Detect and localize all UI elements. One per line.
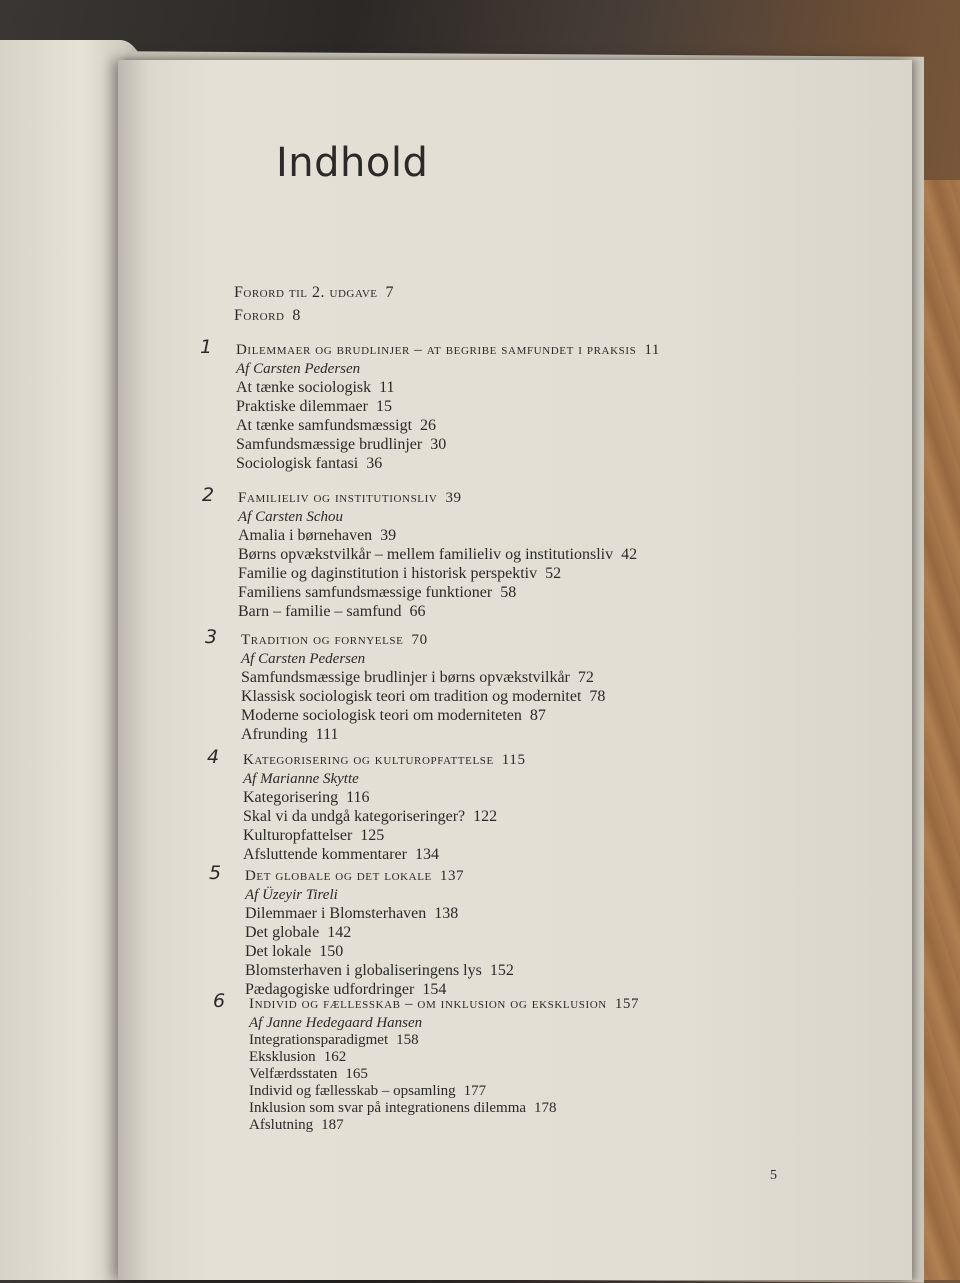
chapter-heading: [245, 866, 514, 886]
section-label: Sociologisk fantasi: [236, 455, 359, 472]
toc-section: [245, 904, 514, 923]
toc-section: [241, 706, 605, 725]
toc-chapter-6: [213, 990, 640, 1134]
section-label: At tænke sociologisk: [236, 379, 372, 396]
section-label: Afsluttende kommentarer: [243, 846, 407, 863]
chapter-page: 137: [439, 868, 465, 884]
toc-chapter-3: [205, 626, 606, 744]
toc-front-label: Forord til 2. udgave: [234, 284, 378, 301]
toc-section: [236, 397, 660, 416]
toc-front-entry-preface-2nd: [234, 284, 394, 302]
section-page: 11: [379, 379, 395, 396]
section-page: 142: [327, 924, 352, 941]
chapter-author: Af Carsten Schou: [238, 509, 343, 525]
chapter-page: 115: [501, 752, 526, 768]
section-page: 134: [414, 846, 439, 863]
section-page: 178: [534, 1100, 557, 1116]
section-label: Kulturopfattelser: [243, 827, 353, 844]
chapter-title: Dilemmaer og brudlinjer – at begribe samfundet i praksis: [236, 342, 637, 358]
chapter-author: Af Carsten Pedersen: [241, 651, 366, 667]
section-page: 87: [529, 707, 546, 724]
section-label: Pædagogiske udfordringer: [245, 981, 415, 998]
toc-section: [243, 845, 526, 864]
toc-front-label: Forord: [234, 307, 285, 324]
section-label: Individ og fællesskab – opsamling: [249, 1083, 456, 1099]
chapter-number: 1: [200, 336, 213, 358]
section-label: Afrunding: [241, 726, 308, 743]
toc-section: [249, 1117, 639, 1134]
section-page: 150: [319, 943, 344, 960]
section-label: Samfundsmæssige brudlinjer: [236, 436, 423, 453]
section-label: Skal vi da undgå kategoriseringer?: [243, 808, 466, 825]
chapter-heading: [243, 750, 526, 770]
section-label: Praktiske dilemmaer: [236, 398, 368, 415]
toc-section: [238, 526, 637, 545]
section-page: 39: [380, 527, 397, 544]
toc-section: [249, 1100, 639, 1117]
chapter-number: 6: [213, 990, 226, 1012]
chapter-page: 157: [614, 996, 640, 1012]
toc-section: [236, 378, 660, 397]
chapter-title: Kategorisering og kulturopfattelse: [243, 752, 494, 768]
toc-section: [238, 564, 637, 583]
chapter-title: Tradition og fornyelse: [241, 632, 404, 648]
toc-section: [238, 602, 637, 621]
chapter-author: Af Üzeyir Tireli: [245, 887, 338, 903]
section-label: Blomsterhaven i globaliseringens lys: [245, 962, 482, 979]
section-page: 154: [422, 981, 447, 998]
section-label: Amalia i børnehaven: [238, 527, 373, 544]
section-label: Eksklusion: [249, 1049, 316, 1065]
section-page: 66: [409, 603, 426, 620]
toc-front-page: 8: [292, 307, 301, 324]
section-page: 152: [489, 962, 514, 979]
section-label: Børns opvækstvilkår – mellem familieliv og institutionsliv: [238, 546, 614, 563]
section-label: Kategorisering: [243, 789, 339, 806]
toc-chapter-2: [202, 484, 638, 621]
chapter-author: Af Carsten Pedersen: [236, 361, 361, 377]
section-page: 125: [360, 827, 385, 844]
chapter-number: 3: [205, 626, 218, 648]
section-page: 162: [323, 1049, 347, 1065]
toc-section: [238, 545, 637, 564]
chapter-page: 11: [644, 342, 660, 358]
toc-section: [245, 923, 514, 942]
section-page: 42: [621, 546, 638, 563]
section-label: Inklusion som svar på integrationens dilemma: [249, 1100, 527, 1116]
section-label: Barn – familie – samfund: [238, 603, 402, 620]
toc-section: [245, 942, 514, 961]
chapter-title: Familieliv og institutionsliv: [238, 490, 438, 506]
toc-section: [241, 725, 605, 744]
section-page: 122: [473, 808, 498, 825]
section-label: Det globale: [245, 924, 320, 941]
section-label: Det lokale: [245, 943, 312, 960]
toc-front-entry-preface: [234, 307, 301, 325]
page-title: Indhold: [276, 140, 429, 186]
section-page: 26: [420, 417, 437, 434]
page-number: 5: [770, 1168, 777, 1183]
section-page: 158: [396, 1032, 419, 1048]
section-page: 15: [375, 398, 392, 415]
toc-section: [249, 1066, 639, 1083]
section-page: 138: [434, 905, 459, 922]
toc-section: [236, 454, 660, 473]
toc-section: [249, 1032, 639, 1049]
section-page: 58: [500, 584, 517, 601]
section-label: Moderne sociologisk teori om moderniteten: [241, 707, 522, 724]
chapter-number: 2: [202, 484, 215, 506]
chapter-number: 5: [209, 862, 222, 884]
toc-chapter-1: [200, 336, 660, 473]
toc-section: [243, 826, 526, 845]
section-label: Integrationsparadigmet: [249, 1032, 389, 1048]
section-page: 177: [463, 1083, 487, 1099]
toc-section: [238, 583, 637, 602]
chapter-title: Individ og fællesskab – om inklusion og eksklusion: [249, 996, 607, 1012]
chapter-heading: [241, 630, 605, 650]
section-page: 111: [315, 726, 339, 743]
section-label: Familiens samfundsmæssige funktioner: [238, 584, 493, 601]
toc-section: [236, 416, 660, 435]
section-label: Klassisk sociologisk teori om tradition og modernitet: [241, 688, 582, 705]
toc-section: [243, 788, 526, 807]
section-label: Velfærdsstaten: [249, 1066, 338, 1082]
chapter-title: Det globale og det lokale: [245, 868, 432, 884]
toc-section: [245, 961, 514, 980]
chapter-author: Af Marianne Skytte: [243, 771, 359, 787]
toc-front-page: 7: [385, 284, 395, 301]
toc-section: [241, 687, 605, 706]
section-page: 72: [577, 669, 594, 686]
chapter-number: 4: [207, 746, 220, 768]
chapter-page: 70: [411, 632, 428, 648]
section-page: 52: [545, 565, 562, 582]
section-page: 30: [430, 436, 447, 453]
section-label: Dilemmaer i Blomsterhaven: [245, 905, 427, 922]
toc-chapter-5: [209, 862, 514, 999]
section-label: Familie og daginstitution i historisk perspektiv: [238, 565, 538, 582]
chapter-heading: [236, 340, 660, 360]
section-page: 187: [321, 1117, 344, 1133]
toc-chapter-4: [207, 746, 526, 864]
section-page: 78: [589, 688, 606, 705]
chapter-author: Af Janne Hedegaard Hansen: [249, 1015, 423, 1031]
section-page: 116: [346, 789, 370, 806]
toc-section: [236, 435, 660, 454]
toc-section: [249, 1083, 639, 1100]
chapter-page: 39: [445, 490, 462, 506]
toc-section: [243, 807, 526, 826]
toc-section: [241, 668, 605, 687]
chapter-heading: [249, 994, 639, 1014]
section-label: Afslutning: [249, 1117, 314, 1133]
section-label: Samfundsmæssige brudlinjer i børns opvækstvilkår: [241, 669, 570, 686]
chapter-heading: [238, 488, 637, 508]
toc-section: [249, 1049, 639, 1066]
section-label: At tænke samfundsmæssigt: [236, 417, 413, 434]
section-page: 165: [345, 1066, 368, 1082]
section-page: 36: [366, 455, 383, 472]
